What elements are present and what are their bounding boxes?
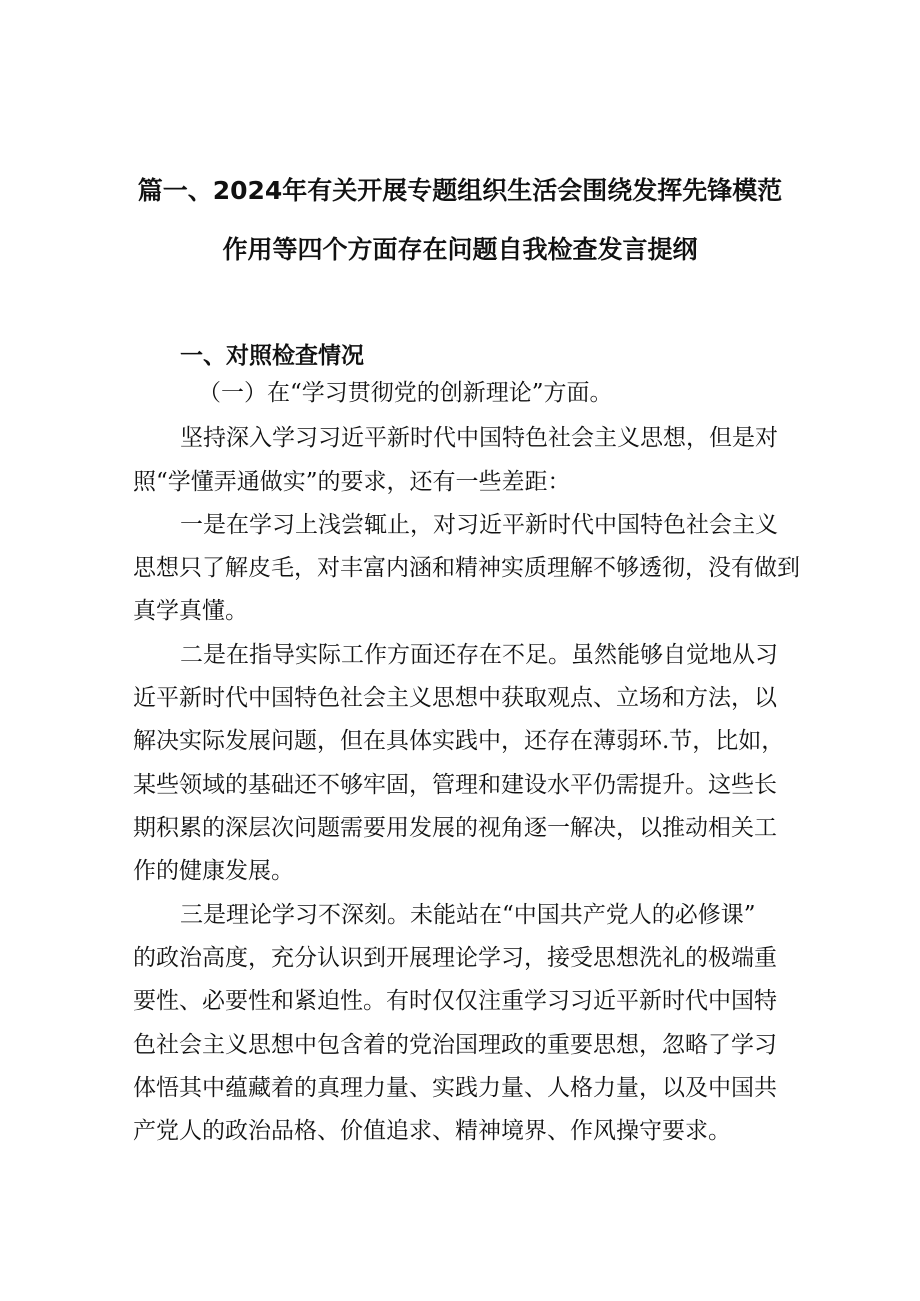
document-title-line-1: 篇一、2024年有关开展专题组织生活会围绕发挥先锋模范 <box>137 176 783 205</box>
paragraph-line: 解决实际发展问题，但在具体实践中，还存在薄弱环.节，比如， <box>133 728 785 754</box>
subsection-heading: （一）在“学习贯彻党的创新理论”方面。 <box>198 380 613 406</box>
document-title-line-2: 作用等四个方面存在问题自我检查发言提纲 <box>222 235 698 264</box>
paragraph-line: 产党人的政治品格、价值追求、精神境界、作风操守要求。 <box>133 1118 731 1144</box>
section-heading: 一、对照检查情况 <box>180 343 364 369</box>
paragraph-line: 要性、必要性和紧迫性。有时仅仅注重学习习近平新时代中国特 <box>133 988 777 1014</box>
paragraph-line: 思想只了解皮毛，对丰富内涵和精神实质理解不够透彻，没有做到 <box>133 555 800 581</box>
paragraph-line: 二是在指导实际工作方面还存在不足。虽然能够自觉地从习 <box>180 642 778 668</box>
paragraph-line: 坚持深入学习习近平新时代中国特色社会主义思想，但是对 <box>180 425 778 451</box>
paragraph-line: 作的健康发展。 <box>133 858 294 884</box>
paragraph-line: 近平新时代中国特色社会主义思想中获取观点、立场和方法，以 <box>133 685 777 711</box>
paragraph-line: 三是理论学习不深刻。未能站在“中国共产党人的必修课” <box>180 902 756 928</box>
paragraph-line: 一是在学习上浅尝辄止，对习近平新时代中国特色社会主义 <box>180 512 778 538</box>
paragraph-line: 色社会主义思想中包含着的党治国理政的重要思想，忽略了学习 <box>133 1032 777 1058</box>
paragraph-line: 期积累的深层次问题需要用发展的视角逐一解决，以推动相关工 <box>133 815 777 841</box>
paragraph-line: 体悟其中蕴藏着的真理力量、实践力量、人格力量，以及中国共 <box>133 1075 777 1101</box>
paragraph-line: 的政治高度，充分认识到开展理论学习，接受思想洗礼的极端重 <box>133 945 777 971</box>
paragraph-line: 真学真懂。 <box>133 598 248 624</box>
paragraph-line: 某些领域的基础还不够牢固，管理和建设水平仍需提升。这些长 <box>133 772 777 798</box>
paragraph-line: 照“学懂弄通做实”的要求，还有一些差距： <box>133 469 571 495</box>
